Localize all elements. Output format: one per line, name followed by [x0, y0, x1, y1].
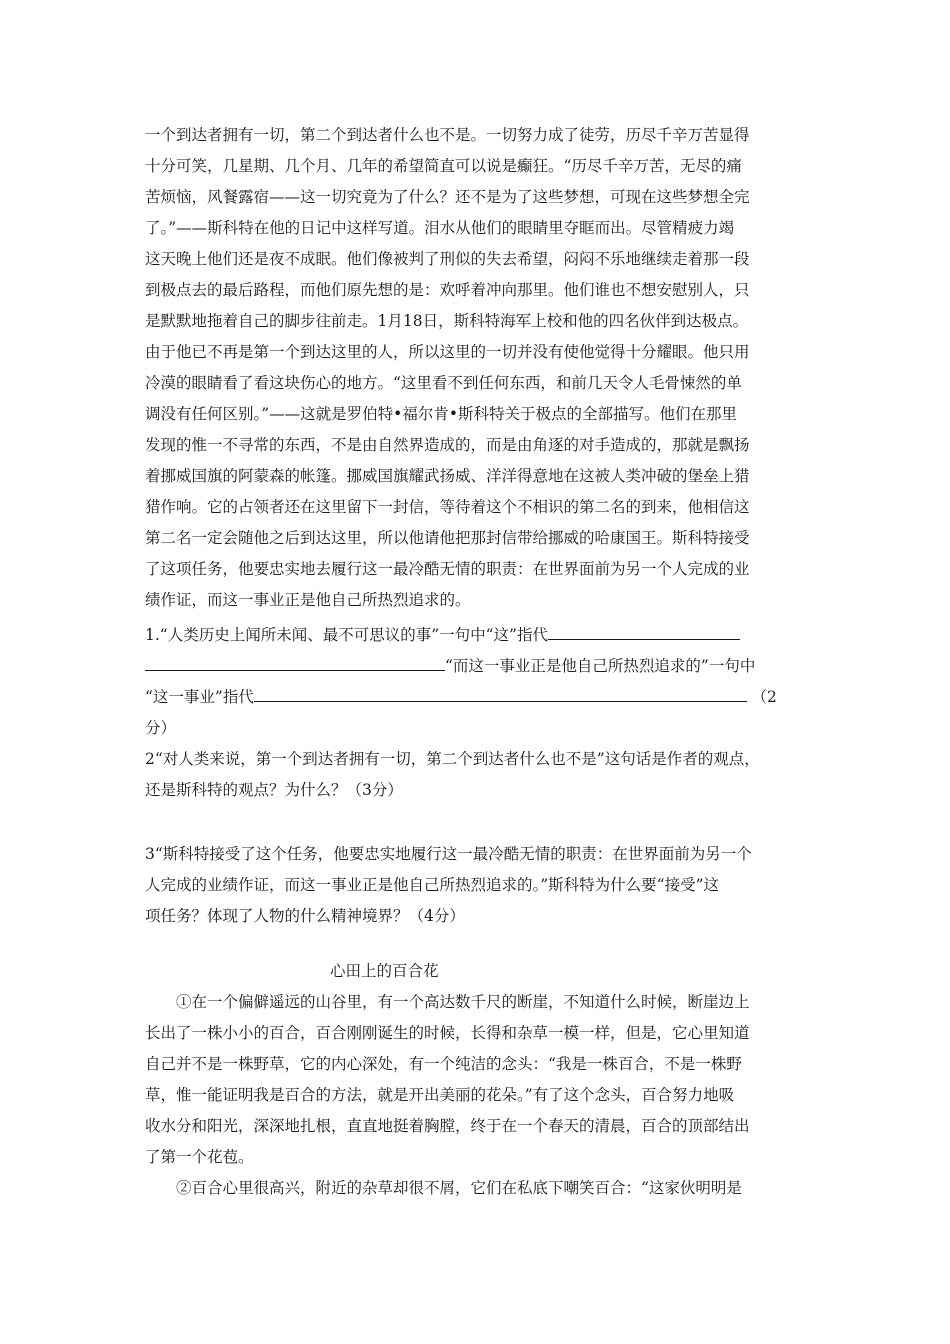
- question-2: [145, 744, 812, 806]
- story-line: 了第一个花苞。: [145, 1148, 254, 1166]
- q2-line-1: 2“对人类来说，第一个到达者拥有一切，第二个到达者什么也不是”这句话是作者的观点，: [145, 750, 760, 768]
- story-line: 自己并不是一株野草，它的内心深处，有一个纯洁的念头：“我是一株百合，不是一株野: [145, 1055, 742, 1073]
- story-line: 长出了一株小小的百合，百合刚刚诞生的时候，长得和杂草一模一样，但是，它心里知道: [145, 1024, 750, 1042]
- passage-line: 是默默地拖着自己的脚步往前走。1月18日，斯科特海军上校和他的四名伙伴到达极点。: [145, 312, 749, 330]
- passage-line: 由于他已不再是第一个到达这里的人，所以这里的一切并没有使他觉得十分耀眼。他只用: [145, 343, 750, 361]
- passage-line: 到极点去的最后路程，而他们原先想的是：欢呼着冲向那里。他们谁也不想安慰别人，只: [145, 281, 750, 299]
- q1-answer-blank-3[interactable]: [254, 683, 747, 702]
- story-line: ①在一个偏僻遥远的山谷里，有一个高达数千尺的断崖，不知道什么时候，断崖边上: [145, 993, 750, 1011]
- q1-score-a: （2: [751, 688, 777, 706]
- passage-line: 猎作响。它的占领者还在这里留下一封信，等待着这个不相识的第二名的到来，他相信这: [145, 498, 750, 516]
- passage-line: 了这项任务，他要忠实地去履行这一最冷酷无情的职责：在世界面前为另一个人完成的业: [145, 560, 750, 578]
- q3-line-1: 3“斯科特接受了这个任务，他要忠实地履行这一最冷酷无情的职责：在世界面前为另一个: [145, 845, 752, 863]
- passage-line: 调没有任何区别。”——这就是罗伯特•福尔肯•斯科特关于极点的全部描写。他们在那里: [145, 405, 737, 423]
- story-title: 心田上的百合花: [330, 962, 439, 980]
- q1-text-3: “这一事业”指代: [145, 688, 254, 706]
- q1-score-b: 分）: [145, 719, 177, 737]
- q3-line-2: 人完成的业绩作证，而这一事业正是他自己所热烈追求的。”斯科特为什么要“接受”这: [145, 876, 720, 894]
- story-text: [145, 987, 812, 1204]
- passage-line: 绩作证，而这一事业正是他自己所热烈追求的。: [145, 591, 471, 609]
- q1-answer-blank-2[interactable]: [145, 652, 445, 671]
- passage-line: 了。”——斯科特在他的日记中这样写道。泪水从他们的眼睛里夺眶而出。尽管精疲力竭: [145, 219, 735, 237]
- passage-text: [145, 120, 812, 616]
- question-3: [145, 839, 812, 932]
- q2-line-2: 还是斯科特的观点？为什么？（3分）: [145, 781, 403, 799]
- q1-text-2: “而这一事业正是他自己所热烈追求的”一句中: [445, 657, 756, 675]
- q1-text-1: 1.“人类历史上闻所未闻、最不可思议的事”一句中“这”指代: [145, 626, 548, 644]
- passage-line: 十分可笑，几星期、几个月、几年的希望简直可以说是癫狂。“历尽千辛万苦，无尽的痛: [145, 157, 742, 175]
- story-line: ②百合心里很高兴，附近的杂草却很不屑，它们在私底下嘲笑百合：“这家伙明明是: [145, 1179, 742, 1197]
- passage-line: 苦烦恼，风餐露宿——这一切究竟为了什么？还不是为了这些梦想，可现在这些梦想全完: [145, 188, 750, 206]
- story-line: 草，惟一能证明我是百合的方法，就是开出美丽的花朵。”有了这个念头，百合努力地吸: [145, 1086, 735, 1104]
- passage-line: 冷漠的眼睛看了看这块伤心的地方。“这里看不到任何东西，和前几天令人毛骨悚然的单: [145, 374, 742, 392]
- q1-answer-blank-1[interactable]: [548, 621, 740, 640]
- passage-line: 发现的惟一不寻常的东西，不是由自然界造成的，而是由角逐的对手造成的，那就是飘扬: [145, 436, 750, 454]
- q3-line-3: 项任务？体现了人物的什么精神境界？（4分）: [145, 907, 465, 925]
- story-line: 收水分和阳光，深深地扎根，直直地挺着胸膛，终于在一个春天的清晨，百合的顶部结出: [145, 1117, 750, 1135]
- passage-line: 这天晚上他们还是夜不成眠。他们像被判了刑似的失去希望，闷闷不乐地继续走着那一段: [145, 250, 750, 268]
- passage-line: 一个到达者拥有一切，第二个到达者什么也不是。一切努力成了徒劳，历尽千辛万苦显得: [145, 126, 750, 144]
- passage-line: 第二名一定会随他之后到达这里，所以他请他把那封信带给挪威的哈康国王。斯科特接受: [145, 529, 750, 547]
- question-1: [145, 620, 812, 744]
- passage-line: 着挪威国旗的阿蒙森的帐篷。挪威国旗耀武扬威、洋洋得意地在这被人类冲破的堡垒上猎: [145, 467, 750, 485]
